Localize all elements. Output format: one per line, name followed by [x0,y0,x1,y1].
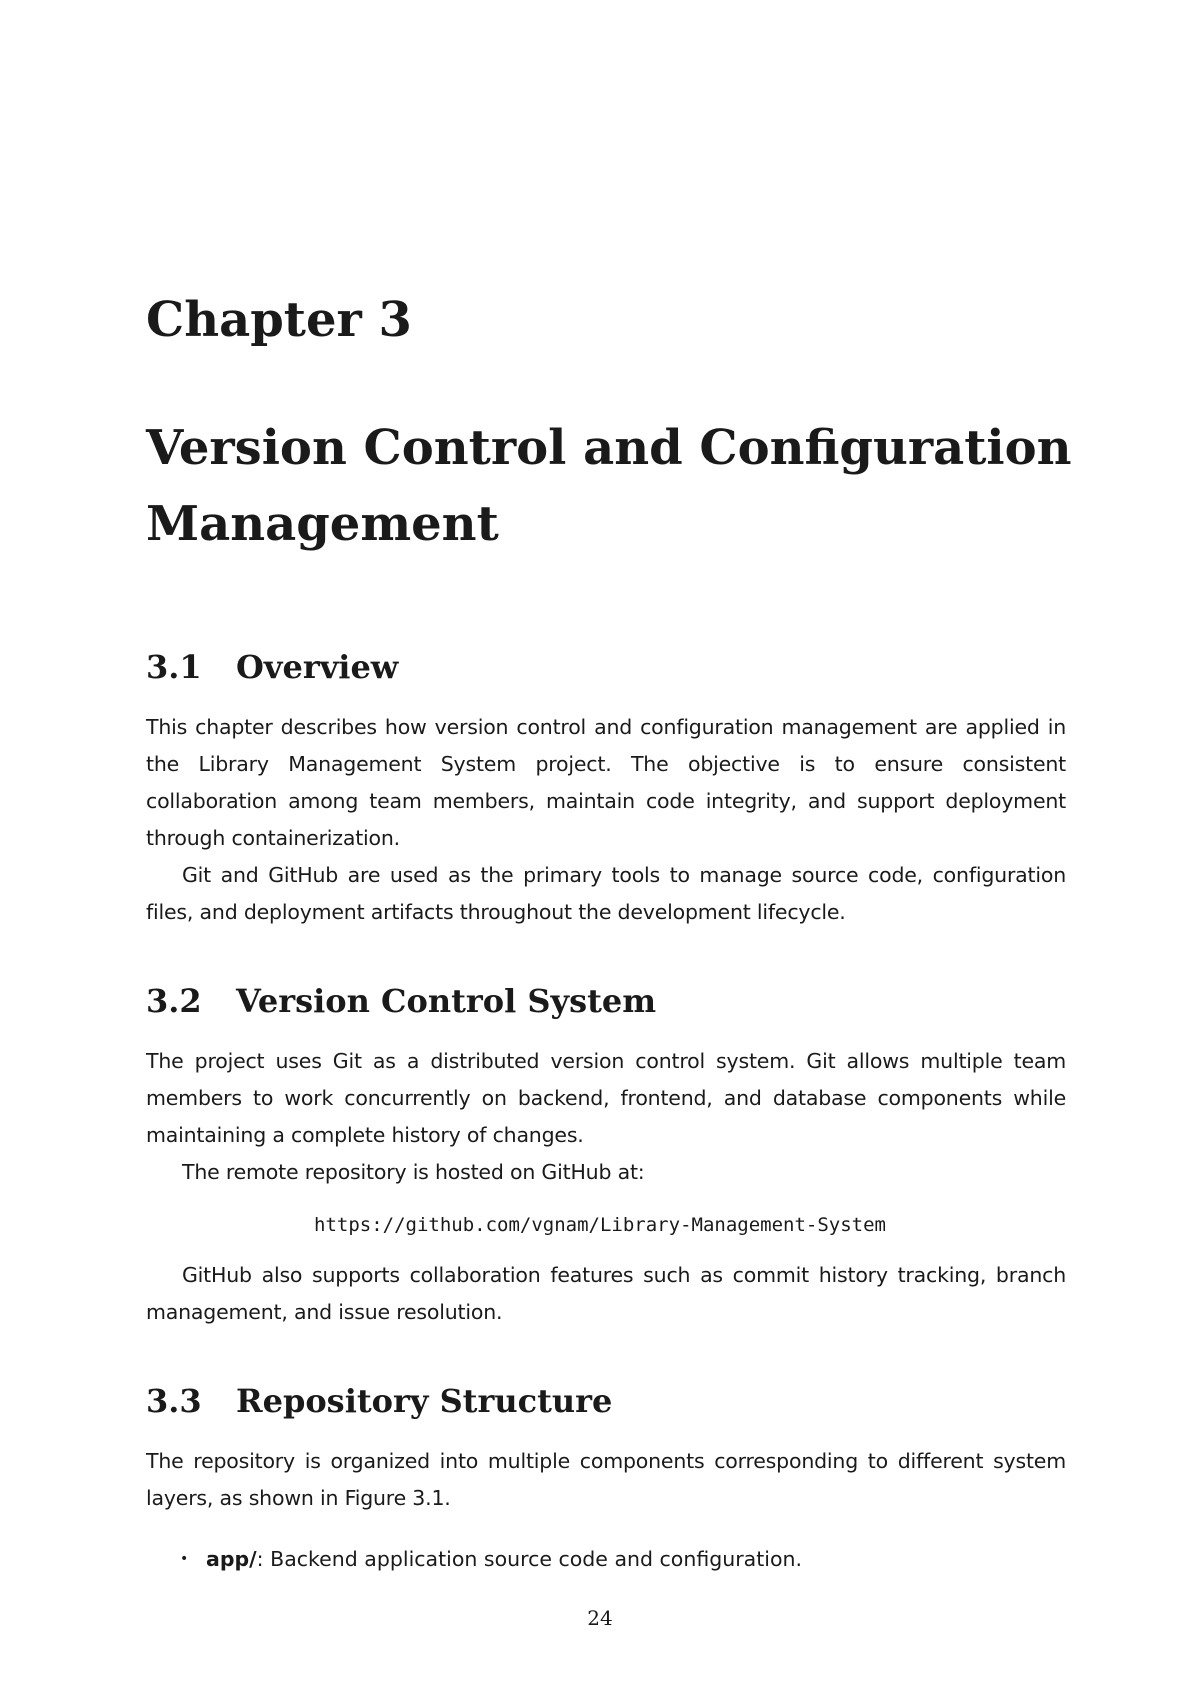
chapter-label: Chapter 3 [146,292,412,348]
paragraph: GitHub also supports collaboration features such as commit history tracking, branch management, and issue resolution. [146,1263,1066,1324]
list-item-separator: : [256,1547,264,1571]
paragraph: The project uses Git as a distributed version control system. Git allows multiple team members to work concurrently on backend, frontend, and database components while maintaining a complete history of changes. [146,1049,1066,1147]
list-item [146,1541,1066,1578]
section-heading-repository-structure [146,1384,612,1419]
section-number: 3.3 [146,1382,202,1420]
section-title: Repository Structure [236,1382,613,1420]
section-number: 3.1 [146,648,202,686]
section-heading-version-control-system [146,984,656,1019]
bullet-list [146,1541,1066,1578]
section-title: Overview [236,648,399,686]
list-item-term: app/ [206,1547,257,1571]
section-heading-overview [146,650,398,685]
paragraph: Git and GitHub are used as the primary tools to manage source code, configuration files, and deployment artifacts throughout the development lifecycle. [146,863,1066,924]
paragraph: This chapter describes how version control and configuration management are applied in the Library Management System project. The objective is to ensure consistent collaboration among team members, maintain code integrity, and support deployment through containerization. [146,715,1066,850]
paragraph: The remote repository is hosted on GitHub at: [182,1160,645,1184]
bullet-icon: • [180,1551,189,1567]
page-number: 24 [587,1606,613,1630]
paragraph: The repository is organized into multiple components corresponding to different system layers, as shown in Figure 3.1. [146,1449,1066,1510]
chapter-title: Version Control and Configuration Management [146,420,1072,552]
section-number: 3.2 [146,982,202,1020]
repository-url[interactable]: https://github.com/vgnam/Library-Management-System [314,1214,886,1236]
list-item-text: Backend application source code and configuration. [270,1547,803,1571]
section-title: Version Control System [236,982,657,1020]
